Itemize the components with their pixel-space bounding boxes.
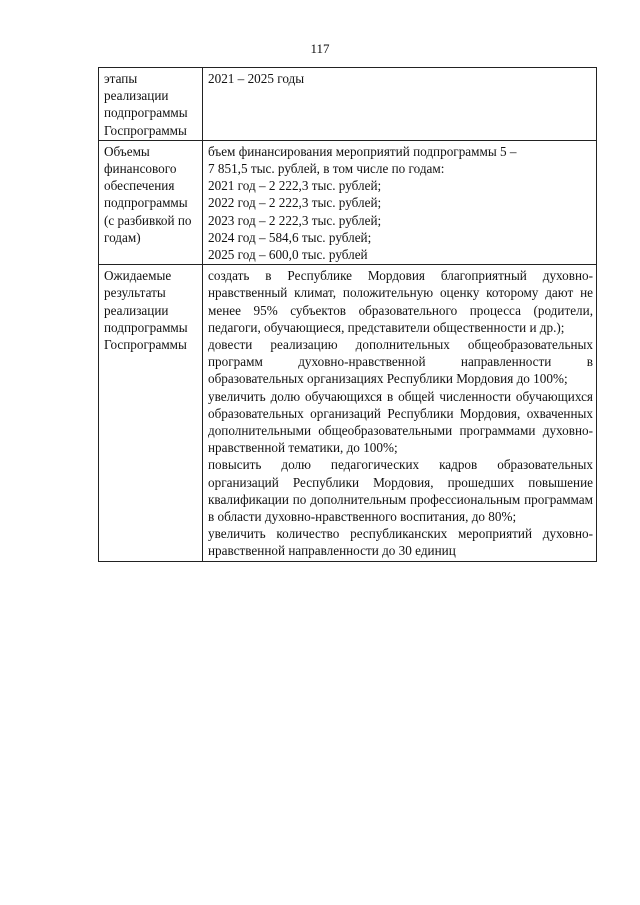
value-line: 2025 год – 600,0 тыс. рублей — [208, 247, 368, 263]
label-line: реализации — [104, 302, 169, 318]
row-value-stages — [203, 68, 597, 141]
label-line: Госпрограммы — [104, 122, 187, 138]
label-line: Ожидаемые — [104, 268, 172, 284]
label-line: финансового — [104, 161, 177, 177]
label-line: подпрограммы — [104, 105, 188, 121]
value-line: бъем финансирования мероприятий подпрограммы 5 – — [208, 143, 517, 159]
result-item: повысить долю педагогических кадров образовательных организаций Республики Мордовия, прошедших повышение квалификации по дополнительным профессиональным программам в области духовно-нравственного воспитания, до 80%; — [208, 457, 593, 525]
value-line: 7 851,5 тыс. рублей, в том числе по годам: — [208, 161, 445, 177]
subprogram-passport-table — [98, 67, 597, 562]
label-line: годам) — [104, 229, 141, 245]
label-line: Госпрограммы — [104, 337, 187, 353]
label-line: реализации — [104, 88, 169, 104]
label-line: результаты — [104, 285, 166, 301]
value-line: 2022 год – 2 222,3 тыс. рублей; — [208, 195, 382, 211]
result-item: увеличить долю обучающихся в общей численности обучающихся образовательных организаций Республики Мордовия, охваченных дополнительными общеобразовательными программами духовно-нравственной тематики, до 100%; — [208, 388, 593, 456]
label-line: обеспечения — [104, 178, 175, 194]
page-number: 117 — [310, 41, 330, 56]
row-label-results — [99, 265, 203, 561]
table-row — [99, 68, 597, 141]
label-line: Объемы — [104, 143, 150, 159]
label-line: подпрограммы — [104, 319, 188, 335]
table-row — [99, 265, 597, 561]
result-item: увеличить количество республиканских мероприятий духовно-нравственной направленности до 30 единиц — [208, 526, 593, 559]
value-line: 2024 год – 584,6 тыс. рублей; — [208, 229, 372, 245]
table-row — [99, 140, 597, 264]
row-label-financing — [99, 140, 203, 264]
label-line: этапы — [104, 71, 138, 86]
label-line: (с разбивкой по — [104, 212, 192, 228]
row-label-stages — [99, 68, 203, 141]
value-line: 2021 год – 2 222,3 тыс. рублей; — [208, 178, 382, 194]
value-line: 2021 – 2025 годы — [208, 71, 305, 86]
row-value-results — [203, 265, 597, 561]
result-item: создать в Республике Мордовия благоприятный духовно-нравственный климат, положительную оценку которому дают не менее 95% субъектов образовательного процесса (родители, педагоги, обучающиеся, представители общественности и др.); — [208, 268, 593, 335]
result-item: довести реализацию дополнительных общеобразовательных программ духовно-нравственной направленности в образовательных организациях Республики Мордовия до 100%; — [208, 337, 593, 387]
row-value-financing — [203, 140, 597, 264]
label-line: подпрограммы — [104, 195, 188, 211]
value-line: 2023 год – 2 222,3 тыс. рублей; — [208, 212, 382, 228]
